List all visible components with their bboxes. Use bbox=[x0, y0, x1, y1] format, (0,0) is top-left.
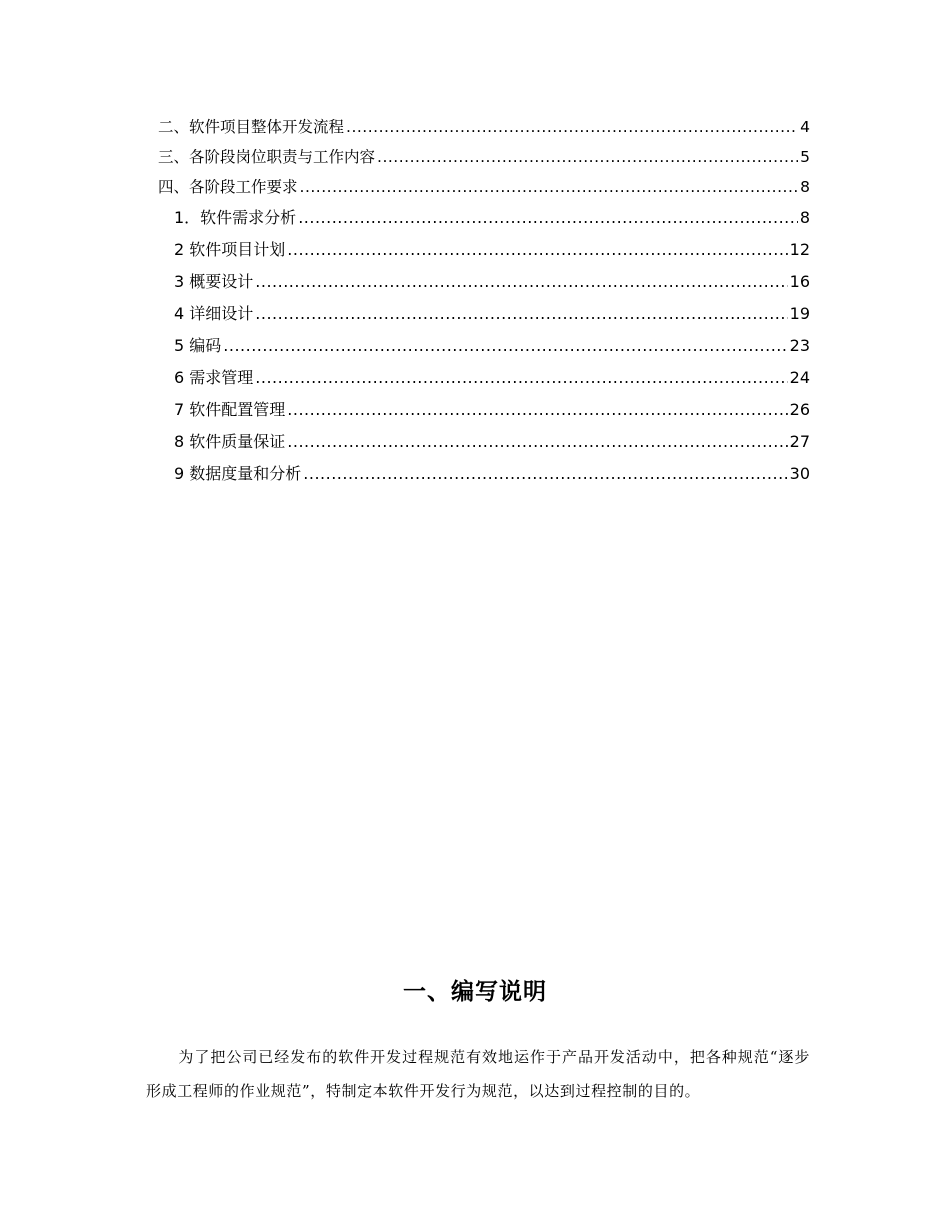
toc-entry-title: 7 软件配置管理 bbox=[174, 400, 286, 419]
body-paragraph bbox=[146, 1040, 810, 1108]
toc-entry-page: 30 bbox=[789, 464, 810, 483]
toc-subentry[interactable] bbox=[158, 426, 810, 458]
toc-leader-dots bbox=[287, 234, 787, 266]
toc-subentry[interactable] bbox=[158, 394, 810, 426]
toc-leader-dots bbox=[255, 266, 787, 298]
toc-leader-dots bbox=[298, 202, 798, 234]
toc-entry-page: 8 bbox=[800, 178, 810, 196]
toc-entry[interactable] bbox=[158, 112, 810, 142]
toc-entry-title: 2 软件项目计划 bbox=[174, 240, 286, 259]
toc-entry-page: 8 bbox=[799, 208, 810, 227]
toc-entry-title: 4 详细设计 bbox=[174, 304, 254, 323]
toc-subentry[interactable] bbox=[158, 298, 810, 330]
section-heading: 一、编写说明 bbox=[403, 979, 547, 1005]
toc-subentry[interactable] bbox=[158, 234, 810, 266]
toc-entry-title: 8 软件质量保证 bbox=[174, 432, 286, 451]
body-paragraph-text: 为了把公司已经发布的软件开发过程规范有效地运作于产品开发活动中，把各种规范“逐步形成工程师的作业规范”，特制定本软件开发行为规范，以达到过程控制的目的。 bbox=[146, 1048, 810, 1100]
toc-entry-title: 9 数据度量和分析 bbox=[174, 464, 302, 483]
toc-entry-page: 19 bbox=[789, 304, 810, 323]
toc-entry-title: 3 概要设计 bbox=[174, 272, 254, 291]
toc-entry[interactable] bbox=[158, 172, 810, 202]
toc-leader-dots bbox=[300, 172, 799, 202]
toc-leader-dots bbox=[287, 426, 787, 458]
toc-subentry[interactable] bbox=[158, 362, 810, 394]
toc-subentry[interactable] bbox=[158, 458, 810, 490]
toc-subentry[interactable] bbox=[158, 330, 810, 362]
toc-entry-page: 4 bbox=[800, 118, 810, 136]
toc-entry-title: 5 编码 bbox=[174, 336, 222, 355]
table-of-contents bbox=[158, 112, 810, 490]
toc-entry-title: 1．软件需求分析 bbox=[174, 208, 297, 227]
toc-entry-page: 26 bbox=[789, 400, 810, 419]
toc-entry-page: 16 bbox=[789, 272, 810, 291]
toc-entry-page: 12 bbox=[789, 240, 810, 259]
toc-entry-title: 二、软件项目整体开发流程 bbox=[158, 118, 345, 136]
toc-entry-title: 四、各阶段工作要求 bbox=[158, 178, 298, 196]
toc-subentry[interactable] bbox=[158, 202, 810, 234]
toc-subentry[interactable] bbox=[158, 266, 810, 298]
toc-leader-dots bbox=[303, 458, 787, 490]
toc-leader-dots bbox=[346, 112, 798, 142]
toc-entry-page: 23 bbox=[789, 336, 810, 355]
toc-leader-dots bbox=[287, 394, 787, 426]
toc-entry[interactable] bbox=[158, 142, 810, 172]
toc-entry-page: 27 bbox=[789, 432, 810, 451]
toc-entry-title: 三、各阶段岗位职责与工作内容 bbox=[158, 148, 376, 166]
toc-entry-title: 6 需求管理 bbox=[174, 368, 254, 387]
toc-leader-dots bbox=[255, 362, 787, 394]
toc-entry-page: 24 bbox=[789, 368, 810, 387]
toc-leader-dots bbox=[223, 330, 787, 362]
toc-leader-dots bbox=[255, 298, 787, 330]
toc-leader-dots bbox=[377, 142, 798, 172]
toc-entry-page: 5 bbox=[800, 148, 810, 166]
